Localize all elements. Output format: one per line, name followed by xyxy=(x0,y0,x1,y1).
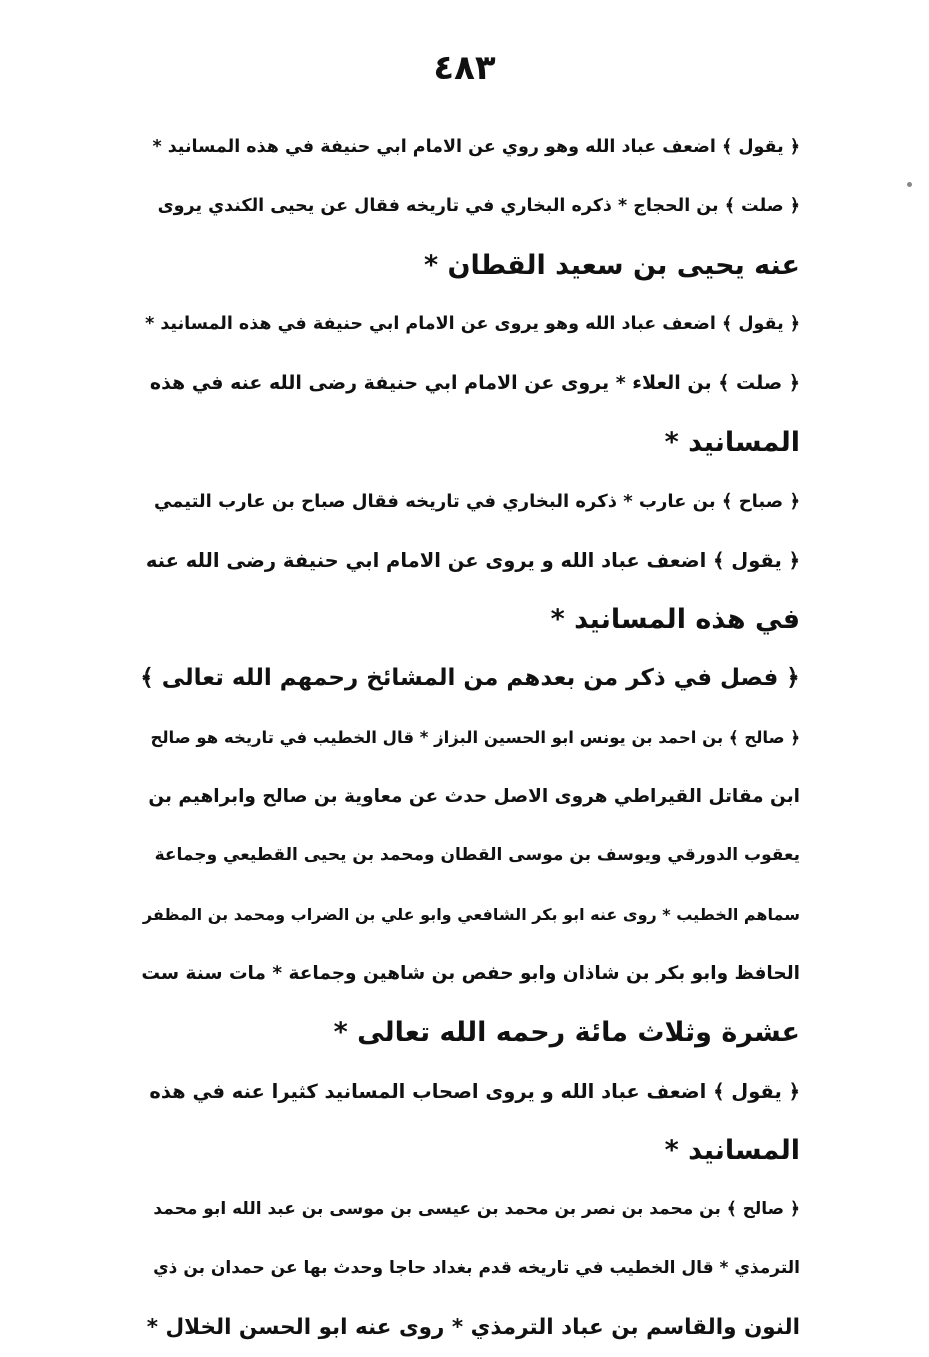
text-line: ابن مقاتل القيراطي هروى الاصل حدث عن معاوية بن صالح وابراهيم بن xyxy=(148,786,800,807)
text-line: النون والقاسم بن عباد الترمذي * روى عنه ابو الحسن الخلال * xyxy=(146,1315,800,1340)
section-heading: ﴿ فصل في ذكر من بعدهم من المشائخ رحمهم الله تعالى ﴾ xyxy=(140,665,800,691)
text-line: سماهم الخطيب * روى عنه ابو بكر الشافعي وابو علي بن الضراب ومحمد بن المظفر xyxy=(142,905,800,924)
text-line: ﴿ يقول ﴾ اضعف عباد الله و يروى اصحاب المسانيد كثيرا عنه في هذه xyxy=(149,1080,800,1103)
ink-speck xyxy=(907,182,912,187)
text-line: الحافظ وابو بكر بن شاذان وابو حفص بن شاهين وجماعة * مات سنة ست xyxy=(141,963,800,984)
text-line: ﴿ صلت ﴾ بن العلاء * يروى عن الامام ابي حنيفة رضى الله عنه في هذه xyxy=(149,372,800,394)
body-text xyxy=(140,118,800,1357)
text-line: المسانيد * xyxy=(664,427,800,458)
text-line: ﴿ صالح ﴾ بن احمد بن يونس ابو الحسين البزاز * قال الخطيب في تاريخه هو صالح xyxy=(150,728,800,747)
text-line: ﴿ صالح ﴾ بن محمد بن نصر بن محمد بن عيسى بن موسى بن عبد الله ابو محمد xyxy=(153,1199,800,1219)
text-line: ﴿ يقول ﴾ اضعف عباد الله وهو روي عن الامام ابي حنيفة في هذه المسانيد * xyxy=(152,137,800,157)
page-number: ٤٨٣ xyxy=(433,48,496,88)
text-line: المسانيد * xyxy=(664,1135,800,1166)
text-line: عشرة وثلاث مائة رحمه الله تعالى * xyxy=(333,1017,800,1048)
text-line: عنه يحيى بن سعيد القطان * xyxy=(423,250,800,281)
text-line: يعقوب الدورقي ويوسف بن موسى القطان ومحمد بن يحيى القطيعي وجماعة xyxy=(154,845,800,865)
text-line: الترمذي * قال الخطيب في تاريخه قدم بغداد حاجا وحدث بها عن حمدان بن ذي xyxy=(153,1258,800,1278)
text-line: ﴿ يقول ﴾ اضعف عباد الله و يروى عن الامام ابي حنيفة رضى الله عنه xyxy=(145,549,800,572)
text-line: ﴿ يقول ﴾ اضعف عباد الله وهو يروى عن الامام ابي حنيفة في هذه المسانيد * xyxy=(145,314,800,334)
text-line: في هذه المسانيد * xyxy=(550,604,800,635)
text-line: ﴿ صلت ﴾ بن الحجاج * ذكره البخاري في تاريخه فقال عن يحيى الكندي يروى xyxy=(157,196,800,216)
text-line: ﴿ صباح ﴾ بن عارب * ذكره البخاري في تاريخه فقال صباح بن عارب التيمي xyxy=(153,491,800,512)
